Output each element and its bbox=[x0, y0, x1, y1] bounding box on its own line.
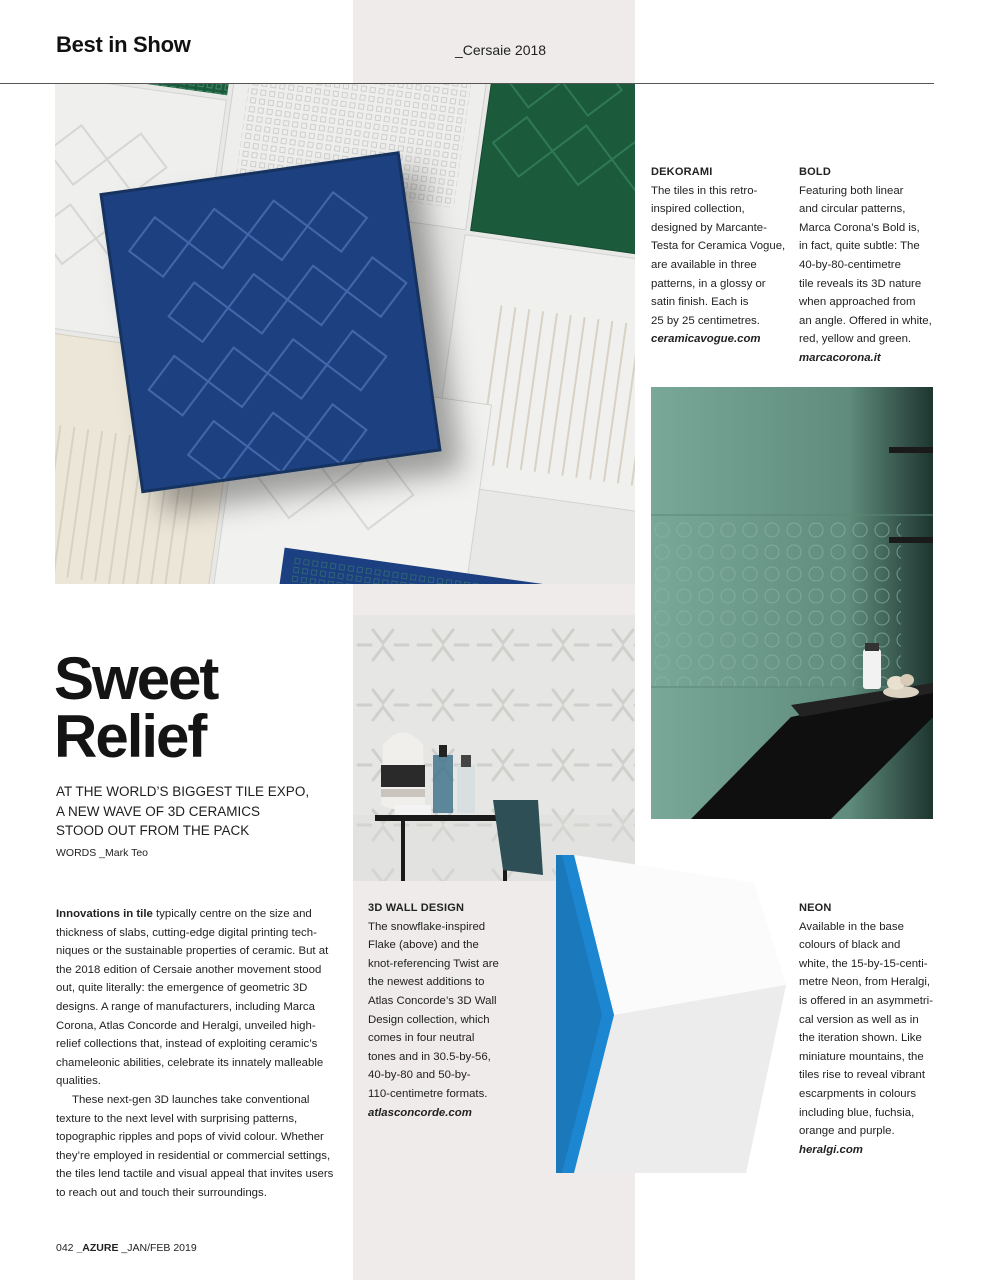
page-folio bbox=[56, 1242, 197, 1254]
article-body bbox=[56, 905, 334, 1203]
caption-link[interactable]: ceramicavogue.com bbox=[651, 333, 761, 346]
magazine-name: _AZURE bbox=[76, 1242, 119, 1254]
caption-line: orange and purple. bbox=[799, 1125, 895, 1138]
caption-line: the newest additions to bbox=[368, 976, 485, 989]
byline: WORDS _Mark Teo bbox=[56, 847, 148, 859]
caption-dekorami bbox=[651, 163, 791, 349]
caption-line: knot-referencing Twist are bbox=[368, 957, 499, 970]
lead-in: Innovations in tile bbox=[56, 908, 153, 920]
caption-link[interactable]: marcacorona.it bbox=[799, 351, 881, 364]
caption-line: The tiles in this retro- bbox=[651, 184, 758, 197]
dekorami-tiles-photo bbox=[55, 84, 635, 584]
caption-line: Marca Corona’s Bold is, bbox=[799, 221, 920, 234]
paragraph-text: typically centre on the size and thickness of slabs, cutting-edge digital printing techniques or the sustainable properties of ceramic. But at the 2018 edition of Cersaie another movement stood out, quite literally: the emergence of geometric 3D designs. A range of manufacturers, including Marca Corona, Atlas Concorde and Heralgi, unveiled high-relief collections that, instead of exploiting ceramic’s chameleonic abilities, celebrate its innately malleable qualities. bbox=[56, 908, 329, 1088]
caption-line: colours of black and bbox=[799, 939, 901, 952]
caption-line: white, the 15-by-15-centi- bbox=[799, 957, 928, 970]
caption-line: tones and in 30.5-by-56, bbox=[368, 1050, 491, 1063]
caption-line: Testa for Ceramica Vogue, bbox=[651, 240, 786, 253]
caption-line: miniature mountains, the bbox=[799, 1050, 924, 1063]
caption-line: Available in the base bbox=[799, 920, 904, 933]
deck-line: STOOD OUT FROM THE PACK bbox=[56, 823, 250, 838]
caption-line: inspired collection, bbox=[651, 203, 745, 216]
caption-line: when approached from bbox=[799, 296, 916, 309]
article-headline bbox=[54, 645, 344, 770]
caption-line: including blue, fuchsia, bbox=[799, 1106, 915, 1119]
page-number: 042 bbox=[56, 1242, 74, 1254]
caption-line: comes in four neutral bbox=[368, 1032, 475, 1045]
body-paragraph: These next-gen 3D launches take conventional texture to the next level with surprising patterns, topographic ripples and pops of vivid colour. Whether they’re employed in residential or commercial settings, the tiles lend tactile and visual appeal that invites users to reach out and touch their surroundings. bbox=[56, 1093, 334, 1199]
caption-line: Design collection, which bbox=[368, 1013, 490, 1026]
caption-line: Featuring both linear bbox=[799, 184, 904, 197]
body-paragraph bbox=[56, 905, 334, 1091]
caption-line: designed by Marcante- bbox=[651, 221, 767, 234]
caption-line: satin finish. Each is bbox=[651, 296, 749, 309]
caption-line: patterns, in a glossy or bbox=[651, 277, 766, 290]
caption-title: NEON bbox=[799, 902, 832, 914]
caption-line: are available in three bbox=[651, 258, 757, 271]
caption-line: The snowflake-inspired bbox=[368, 920, 486, 933]
caption-title: 3D WALL DESIGN bbox=[368, 902, 465, 914]
caption-line: and circular patterns, bbox=[799, 203, 906, 216]
caption-line: 40-by-80 and 50-by- bbox=[368, 1069, 471, 1082]
caption-link[interactable]: heralgi.com bbox=[799, 1143, 863, 1156]
caption-line: Atlas Concorde’s 3D Wall bbox=[368, 994, 497, 1007]
caption-line: is offered in an asymmetri- bbox=[799, 994, 933, 1007]
caption-line: metre Neon, from Heralgi, bbox=[799, 976, 931, 989]
caption-line: in fact, quite subtle: The bbox=[799, 240, 920, 253]
deck-line: AT THE WORLD’S BIGGEST TILE EXPO, bbox=[56, 784, 310, 799]
caption-title: BOLD bbox=[799, 166, 831, 178]
headline-line: Relief bbox=[54, 703, 206, 770]
3d-wall-design-photo bbox=[353, 615, 635, 881]
caption-3d-wall-design bbox=[368, 899, 518, 1122]
section-title: Best in Show bbox=[56, 32, 191, 57]
caption-title: DEKORAMI bbox=[651, 166, 713, 178]
neon-tile-photo bbox=[556, 855, 786, 1173]
caption-line: tile reveals its 3D nature bbox=[799, 277, 922, 290]
caption-line: escarpments in colours bbox=[799, 1087, 917, 1100]
caption-line: 25 by 25 centimetres. bbox=[651, 314, 760, 327]
header-tag: _Cersaie 2018 bbox=[455, 42, 547, 58]
headline-line: Sweet bbox=[54, 645, 218, 712]
caption-line: cal version as well as in bbox=[799, 1013, 919, 1026]
caption-link[interactable]: atlasconcorde.com bbox=[368, 1106, 472, 1119]
caption-line: red, yellow and green. bbox=[799, 333, 912, 346]
caption-neon bbox=[799, 899, 939, 1159]
caption-line: 40-by-80-centimetre bbox=[799, 258, 901, 271]
article-deck bbox=[56, 782, 346, 841]
deck-line: A NEW WAVE OF 3D CERAMICS bbox=[56, 803, 261, 819]
caption-line: tiles rise to reveal vibrant bbox=[799, 1069, 925, 1082]
caption-line: 110-centimetre formats. bbox=[368, 1087, 488, 1100]
issue-date: _JAN/FEB 2019 bbox=[121, 1242, 197, 1254]
caption-line: an angle. Offered in white, bbox=[799, 314, 932, 327]
caption-line: Flake (above) and the bbox=[368, 939, 479, 952]
caption-bold bbox=[799, 163, 939, 368]
caption-line: the iteration shown. Like bbox=[799, 1032, 922, 1045]
bold-wall-photo bbox=[651, 387, 933, 819]
